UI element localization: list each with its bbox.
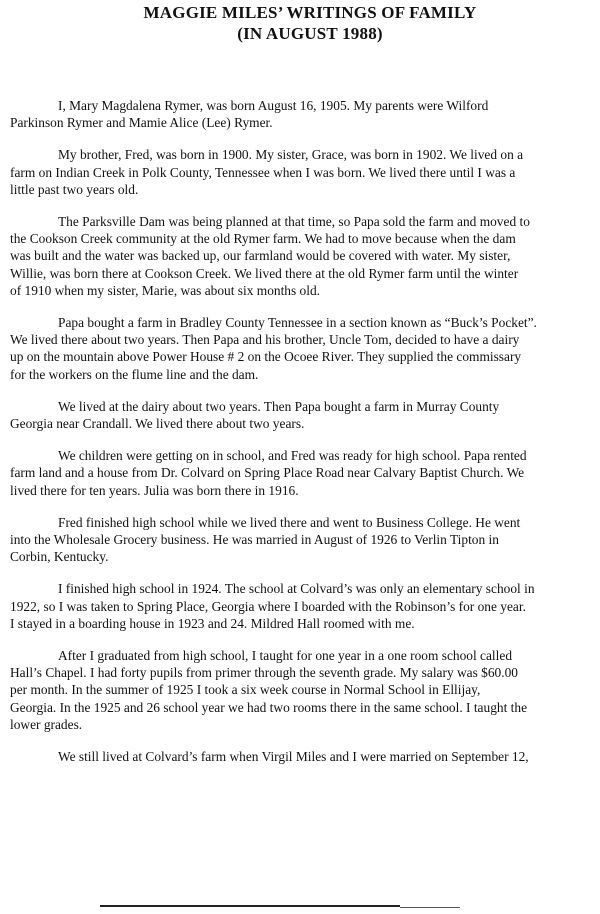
paragraph-line: We lived there about two years. Then Papa and his brother, Uncle Tom, decided to have a dairy xyxy=(10,332,520,348)
footer-rule-tail xyxy=(400,907,460,908)
document-subtitle: (IN AUGUST 1988) xyxy=(237,24,383,43)
paragraph-line: 1922, so I was taken to Spring Place, Georgia where I boarded with the Robinson’s for one year. xyxy=(10,598,526,614)
paragraph-line: up on the mountain above Power House # 2 on the Ocoee River. They supplied the commissary xyxy=(10,349,522,365)
paragraph-line: farm land and a house from Dr. Colvard on Spring Place Road near Calvary Baptist Church. We xyxy=(10,465,525,481)
paragraph-line: Georgia near Crandall. We lived there about two years. xyxy=(10,416,305,432)
paragraph-line: I, Mary Magdalena Rymer, was born August 16, 1905. My parents were Wilford xyxy=(58,98,489,113)
paragraph-line: Hall’s Chapel. I had forty pupils from primer through the seventh grade. My salary was $60.00 xyxy=(10,665,518,681)
paragraph-line: Parkinson Rymer and Mamie Alice (Lee) Rymer. xyxy=(10,115,273,131)
paragraph-line: lived there for ten years. Julia was born there in 1916. xyxy=(10,482,299,498)
paragraph xyxy=(10,748,600,765)
paragraph xyxy=(10,580,600,632)
paragraph-line: was built and the water was backed up, our farmland would be covered with water. My sister, xyxy=(10,248,511,264)
paragraph-line: My brother, Fred, was born in 1900. My sister, Grace, was born in 1902. We lived on a xyxy=(58,147,524,163)
paragraph-line: I stayed in a boarding house in 1923 and 24. Mildred Hall roomed with me. xyxy=(10,615,415,631)
paragraph-line: Papa bought a farm in Bradley County Tennessee in a section known as “Buck’s Pocket”. xyxy=(58,315,537,331)
footer-rule xyxy=(100,905,400,907)
paragraph xyxy=(10,97,600,131)
paragraph-line: We children were getting on in school, and Fred was ready for high school. Papa rented xyxy=(58,448,527,464)
paragraph-line: for the workers on the flume line and the dam. xyxy=(10,366,259,382)
paragraph xyxy=(10,447,600,499)
paragraph-line: Georgia. In the 1925 and 26 school year we had two rooms there in the same school. I taught the xyxy=(10,699,528,715)
paragraph-line: of 1910 when my sister, Marie, was about six months old. xyxy=(10,282,321,298)
paragraph-line: the Cookson Creek community at the old Rymer farm. We had to move because when the dam xyxy=(10,231,516,247)
document-title: MAGGIE MILES’ WRITINGS OF FAMILY xyxy=(143,3,477,22)
document-body xyxy=(10,97,600,780)
paragraph xyxy=(10,398,600,432)
paragraph-line: Corbin, Kentucky. xyxy=(10,549,109,565)
paragraph-line: The Parksville Dam was being planned at that time, so Papa sold the farm and moved to xyxy=(58,214,530,230)
paragraph-line: little past two years old. xyxy=(10,181,139,197)
paragraph-line: I finished high school in 1924. The school at Colvard’s was only an elementary school in xyxy=(58,581,535,597)
paragraph-line: into the Wholesale Grocery business. He was married in August of 1926 to Verlin Tipton in xyxy=(10,532,499,548)
paragraph-line: After I graduated from high school, I taught for one year in a one room school called xyxy=(58,648,513,664)
paragraph-line: We lived at the dairy about two years. Then Papa bought a farm in Murray County xyxy=(58,398,500,414)
paragraph xyxy=(10,146,600,198)
paragraph-line: lower grades. xyxy=(10,716,83,732)
paragraph-line: Willie, was born there at Cookson Creek. We lived there at the old Rymer farm until the winter xyxy=(10,265,519,281)
paragraph-line: We still lived at Colvard’s farm when Virgil Miles and I were married on September 12, xyxy=(58,749,529,765)
paragraph-line: farm on Indian Creek in Polk County, Tennessee when I was born. We lived there until I was a xyxy=(10,164,516,180)
paragraph xyxy=(10,647,600,733)
paragraph-line: per month. In the summer of 1925 I took a six week course in Normal School in Ellijay, xyxy=(10,682,481,698)
paragraph xyxy=(10,514,600,566)
paragraph xyxy=(10,314,600,383)
paragraph-line: Fred finished high school while we lived there and went to Business College. He went xyxy=(58,514,521,530)
paragraph xyxy=(10,213,600,299)
